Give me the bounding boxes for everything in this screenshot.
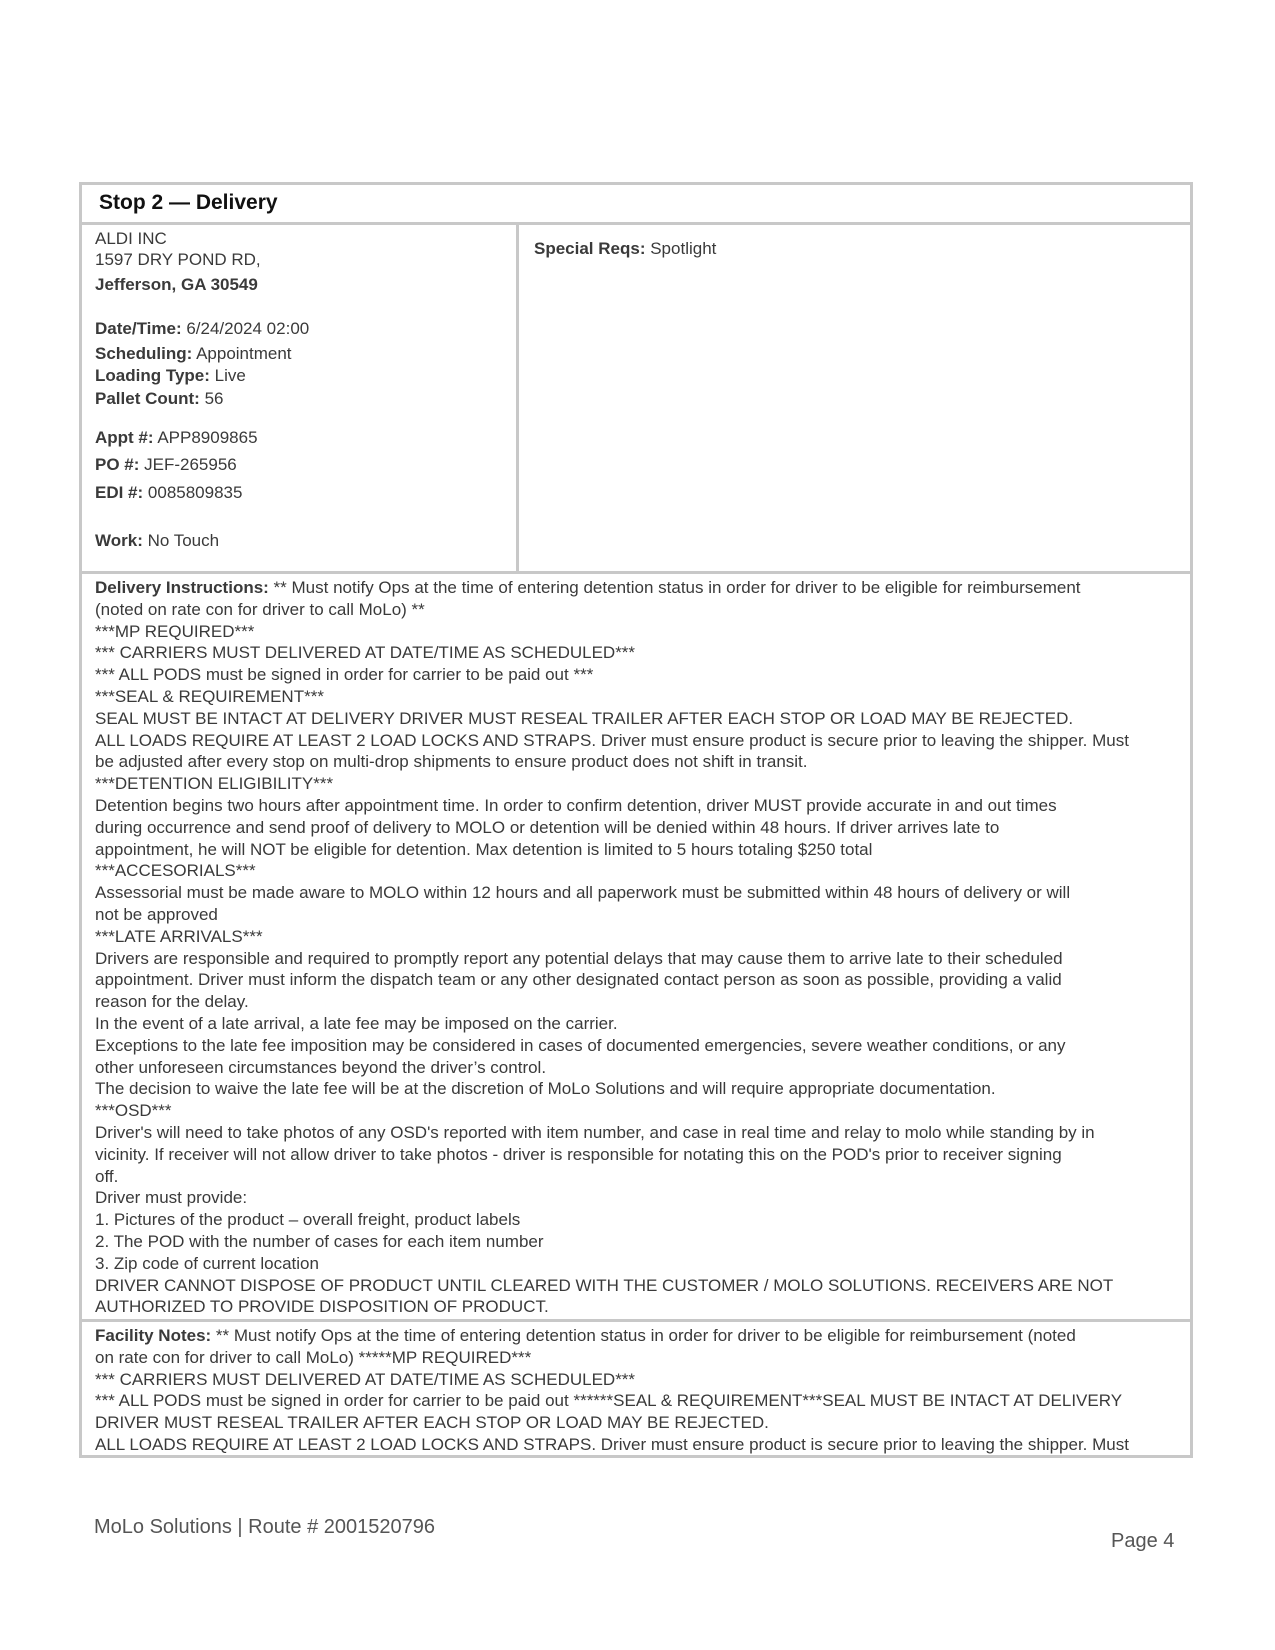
delivery-instructions-line: reason for the delay. bbox=[95, 992, 249, 1012]
delivery-instructions-line: be adjusted after every stop on multi-drop shipments to ensure product does not shift in transit. bbox=[95, 752, 808, 772]
appt-label: Appt #: bbox=[95, 428, 154, 447]
po-value: JEF-265956 bbox=[139, 455, 237, 474]
facility-notes-line: on rate con for driver to call MoLo) *****MP REQUIRED*** bbox=[95, 1347, 532, 1367]
footer-route: MoLo Solutions | Route # 2001520796 bbox=[94, 1516, 436, 1538]
delivery-instructions-line: during occurrence and send proof of delivery to MOLO or detention will be denied within 48 hours. If driver arrives late to bbox=[95, 817, 1000, 837]
delivery-instructions-line: (noted on rate con for driver to call MoLo) ** bbox=[95, 599, 425, 619]
facility-notes-line: *** CARRIERS MUST DELIVERED AT DATE/TIME AS SCHEDULED*** bbox=[95, 1369, 636, 1389]
special-reqs-label: Special Reqs: bbox=[534, 239, 646, 258]
delivery-instructions-line: Assessorial must be made aware to MOLO within 12 hours and all paperwork must be submitted within 48 hours of delivery or will bbox=[95, 883, 1071, 903]
city-state-zip: Jefferson, GA 30549 bbox=[95, 275, 258, 294]
delivery-instructions-line: ALL LOADS REQUIRE AT LEAST 2 LOAD LOCKS AND STRAPS. Driver must ensure product is secure prior to leaving the shipper. Must bbox=[95, 730, 1129, 750]
facility-notes-line: ALL LOADS REQUIRE AT LEAST 2 LOAD LOCKS AND STRAPS. Driver must ensure product is secure prior to leaving the shipper. Must bbox=[95, 1434, 1129, 1454]
po-field bbox=[95, 454, 237, 475]
street-address: 1597 DRY POND RD, bbox=[95, 250, 261, 269]
appt-field bbox=[95, 427, 258, 448]
facility-notes-line: *** ALL PODS must be signed in order for carrier to be paid out ******SEAL & REQUIREMENT***SEAL MUST BE INTACT AT DELIVERY bbox=[95, 1391, 1123, 1411]
stop-info-row bbox=[82, 225, 1190, 574]
pallet-count-value: 56 bbox=[199, 389, 224, 408]
delivery-instructions-line: SEAL MUST BE INTACT AT DELIVERY DRIVER MUST RESEAL TRAILER AFTER EACH STOP OR LOAD MAY BE REJECTED. bbox=[95, 708, 1074, 728]
delivery-instructions-line: AUTHORIZED TO PROVIDE DISPOSITION OF PRODUCT. bbox=[95, 1297, 549, 1317]
delivery-instructions-first-line bbox=[95, 577, 1188, 599]
page-number: Page 4 bbox=[1111, 1530, 1175, 1552]
delivery-instructions-label: Delivery Instructions: bbox=[95, 578, 269, 597]
facility-notes-first-line bbox=[95, 1325, 1188, 1347]
scheduling-field bbox=[95, 343, 292, 364]
delivery-instructions-line: appointment. Driver must inform the dispatch team or any other designated contact person as soon as possible, providing a valid bbox=[95, 970, 1062, 990]
datetime-field bbox=[95, 318, 309, 339]
facility-notes bbox=[82, 1322, 1190, 1455]
delivery-instructions-line: Driver's will need to take photos of any OSD's reported with item number, and case in real time and relay to molo while standing by in bbox=[95, 1122, 1095, 1142]
delivery-instructions-line: 1. Pictures of the product – overall freight, product labels bbox=[95, 1210, 521, 1230]
delivery-instructions-line: 2. The POD with the number of cases for each item number bbox=[95, 1231, 544, 1251]
facility-notes-lines bbox=[95, 1347, 1188, 1455]
facility-notes-line: DRIVER MUST RESEAL TRAILER AFTER EACH STOP OR LOAD MAY BE REJECTED. bbox=[95, 1413, 769, 1433]
edi-field bbox=[95, 482, 242, 503]
delivery-instructions-text: ** Must notify Ops at the time of entering detention status in order for driver to be eligible for reimbursement bbox=[268, 578, 1081, 597]
stop-card bbox=[79, 182, 1193, 1458]
datetime-value: 6/24/2024 02:00 bbox=[181, 319, 310, 338]
delivery-instructions-line: 3. Zip code of current location bbox=[95, 1253, 319, 1273]
delivery-instructions-line: appointment, he will NOT be eligible for detention. Max detention is limited to 5 hours totaling $250 total bbox=[95, 839, 873, 859]
special-requirements bbox=[519, 225, 1190, 571]
delivery-instructions-line: *** CARRIERS MUST DELIVERED AT DATE/TIME AS SCHEDULED*** bbox=[95, 643, 636, 663]
company-name: ALDI INC bbox=[95, 229, 167, 248]
loading-type-label: Loading Type: bbox=[95, 366, 210, 385]
delivery-instructions-line: ***DETENTION ELIGIBILITY*** bbox=[95, 774, 334, 794]
stop-title: Stop 2 — Delivery bbox=[82, 185, 1190, 225]
delivery-instructions-line: The decision to waive the late fee will be at the discretion of MoLo Solutions and will require appropriate documentation. bbox=[95, 1079, 996, 1099]
delivery-instructions-line: ***OSD*** bbox=[95, 1101, 172, 1121]
datetime-label: Date/Time: bbox=[95, 319, 182, 338]
delivery-instructions-line: ***MP REQUIRED*** bbox=[95, 621, 255, 641]
delivery-instructions-line: not be approved bbox=[95, 904, 218, 924]
delivery-instructions-line: other unforeseen circumstances beyond the driver’s control. bbox=[95, 1057, 547, 1077]
delivery-instructions-line: Detention begins two hours after appointment time. In order to confirm detention, driver MUST provide accurate in and out times bbox=[95, 795, 1057, 815]
scheduling-value: Appointment bbox=[192, 344, 292, 363]
delivery-instructions-line: off. bbox=[95, 1166, 119, 1186]
delivery-instructions-line: Exceptions to the late fee imposition may be considered in cases of documented emergencies, severe weather conditions, or any bbox=[95, 1035, 1066, 1055]
facility-notes-text: ** Must notify Ops at the time of entering detention status in order for driver to be eligible for reimbursement (noted bbox=[211, 1326, 1076, 1345]
delivery-instructions bbox=[82, 574, 1190, 1322]
delivery-instructions-line: *** ALL PODS must be signed in order for carrier to be paid out *** bbox=[95, 665, 594, 685]
work-label: Work: bbox=[95, 531, 143, 550]
work-value: No Touch bbox=[142, 531, 220, 550]
scheduling-label: Scheduling: bbox=[95, 344, 193, 363]
delivery-instructions-lines bbox=[95, 599, 1188, 1318]
facility-notes-label: Facility Notes: bbox=[95, 1326, 212, 1345]
pallet-count-label: Pallet Count: bbox=[95, 389, 200, 408]
special-reqs-value: Spotlight bbox=[645, 239, 717, 258]
delivery-instructions-line: In the event of a late arrival, a late fee may be imposed on the carrier. bbox=[95, 1013, 618, 1033]
edi-value: 0085809835 bbox=[143, 483, 243, 502]
edi-label: EDI #: bbox=[95, 483, 144, 502]
delivery-instructions-line: ***LATE ARRIVALS*** bbox=[95, 926, 263, 946]
loading-type-value: Live bbox=[209, 366, 246, 385]
delivery-instructions-line: Driver must provide: bbox=[95, 1188, 248, 1208]
stop-details bbox=[82, 225, 519, 571]
delivery-instructions-line: ***SEAL & REQUIREMENT*** bbox=[95, 686, 324, 706]
delivery-instructions-line: DRIVER CANNOT DISPOSE OF PRODUCT UNTIL CLEARED WITH THE CUSTOMER / MOLO SOLUTIONS. RECEIVERS ARE NOT bbox=[95, 1275, 1114, 1295]
loading-type-field bbox=[95, 365, 246, 386]
delivery-instructions-line: Drivers are responsible and required to promptly report any potential delays that may cause them to arrive late to their scheduled bbox=[95, 948, 1063, 968]
pallet-count-field bbox=[95, 388, 223, 409]
appt-value: APP8909865 bbox=[153, 428, 258, 447]
delivery-instructions-line: vicinity. If receiver will not allow driver to take photos - driver is responsible for notating this on the POD's prior to receiver signing bbox=[95, 1144, 1062, 1164]
po-label: PO #: bbox=[95, 455, 140, 474]
delivery-instructions-line: ***ACCESORIALS*** bbox=[95, 861, 256, 881]
work-field bbox=[95, 530, 219, 551]
